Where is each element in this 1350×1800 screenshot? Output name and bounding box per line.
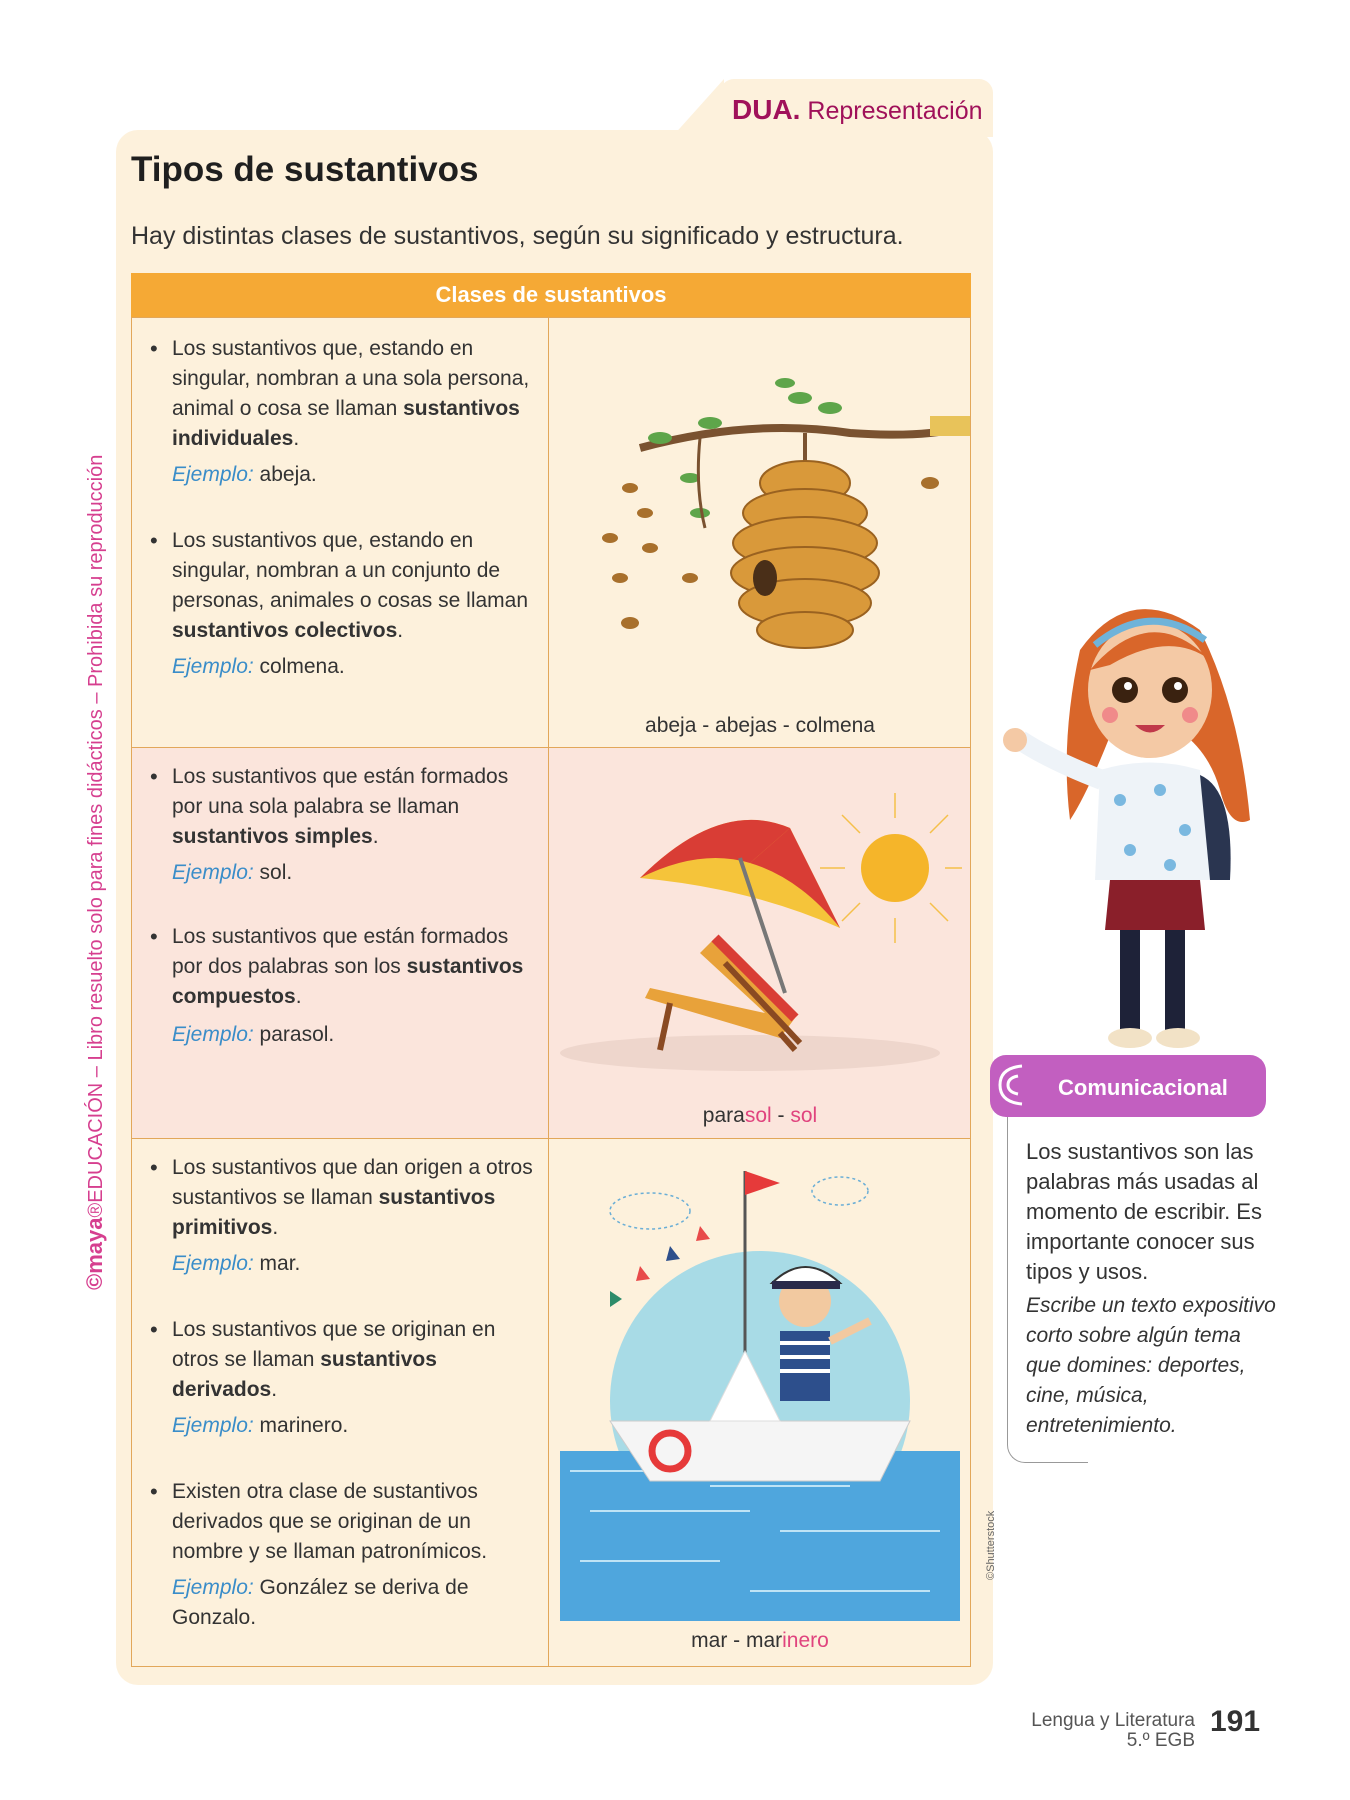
beehive-illustration [550,338,970,698]
page-title: Tipos de sustantivos [131,150,479,189]
table-row-primitive-derived [131,1138,971,1667]
bullet-end: . [293,427,300,450]
example-value: parasol. [253,1023,335,1046]
example-derived [172,1411,542,1441]
row1-text-cell [132,318,549,748]
example-label: Ejemplo: [172,1414,254,1437]
copyright-brand: ©maya [82,1217,107,1290]
example-label: Ejemplo: [172,655,254,678]
bullet-text: Los sustantivos que, estando en singular, nombran a una sola persona, animal o cosa se llaman [172,337,530,420]
dua-tab-slant [672,79,724,137]
footer-subject [1010,1711,1195,1751]
bullet-individual [172,334,542,454]
copyright-vertical [82,455,108,1290]
caption-parasol [550,1104,970,1128]
example-value: abeja. [253,463,317,486]
example-label: Ejemplo: [172,861,254,884]
bullet-text: Los sustantivos que, estando en singular, nombran a un conjunto de personas, animales o cosas se llaman [172,529,529,612]
example-compound [172,1020,542,1050]
dua-rest: Representación [800,97,983,125]
row3-text-cell [132,1139,549,1666]
caption-part-highlight: sol [790,1104,818,1127]
caption-part-highlight: sol [744,1104,772,1127]
bullet-term: sustantivos simples [172,825,373,848]
example-value: González se deriva de Gonzalo. [172,1576,469,1629]
row1-image-cell [550,318,970,748]
table-row-individual-collective [131,317,971,749]
example-patronymic [172,1573,542,1633]
image-credit: ©Shutterstock [985,1510,997,1580]
bullet-text: Los sustantivos que dan origen a otros sustantivos se llaman [172,1156,533,1209]
example-value: marinero. [253,1414,349,1437]
bullet-term: sustantivos individuales [172,397,520,450]
side-note-task: Escribe un texto expositivo corto sobre algún tema que domines: deportes, cine, música, entretenimiento. [1026,1294,1276,1437]
communicational-label: Comunicacional [1058,1075,1228,1100]
table-header: Clases de sustantivos [131,273,971,317]
example-primitive [172,1249,542,1279]
caption-sailor [550,1629,970,1653]
example-value: mar. [253,1252,301,1275]
puzzle-icon [992,1060,1032,1110]
noun-types-table [131,273,971,1668]
row2-image-cell [550,748,970,1139]
bullet-compound [172,922,542,1012]
bullet-derived [172,1315,542,1405]
table-row-simple-compound [131,747,971,1140]
bullet-primitive [172,1153,542,1243]
copyright-text: ®EDUCACIÓN – Libro resuelto solo para fines didácticos – Prohibida su reproducción [85,454,107,1218]
example-label: Ejemplo: [172,1023,254,1046]
bullet-simple [172,762,542,852]
parasol-illustration [550,788,970,1088]
dua-bold: DUA. [732,94,801,125]
caption-part-highlight: inero [782,1629,829,1652]
side-note-text [1026,1137,1276,1441]
bullet-text: Los sustantivos que están formados por una sola palabra se llaman [172,765,509,818]
row2-text-cell [132,748,549,1139]
girl-illustration [1000,590,1270,1060]
example-label: Ejemplo: [172,463,254,486]
dua-label [732,94,983,126]
sailor-boat-illustration [550,1151,970,1621]
bullet-collective [172,526,542,646]
example-individual [172,460,542,490]
footer-grade: 5.º EGB [1126,1730,1195,1751]
side-note-body: Los sustantivos son las palabras más usadas al momento de escribir. Es importante conocer sus tipos y usos. [1026,1139,1262,1284]
row3-image-cell [550,1139,970,1666]
bullet-text: Los sustantivos que se originan en otros se llaman [172,1318,496,1371]
bullet-term: sustantivos compuestos [172,955,524,1008]
bullet-end: . [397,619,404,642]
bullet-term: sustantivos primitivos [172,1186,496,1239]
intro-text: Hay distintas clases de sustantivos, según su significado y estructura. [131,222,904,250]
bullet-term: sustantivos derivados [172,1348,437,1401]
caption-beehive: abeja - abejas - colmena [645,714,875,737]
example-simple [172,858,542,888]
example-label: Ejemplo: [172,1252,254,1275]
bullet-text: Existen otra clase de sustantivos derivados que se originan de un nombre y se llaman patronímicos. [172,1480,488,1563]
caption-part: mar - mar [691,1629,783,1652]
bullet-term: sustantivos colectivos [172,619,398,642]
bullet-end: . [372,825,379,848]
page-number: 191 [1210,1705,1261,1738]
footer-subject-name: Lengua y Literatura [1031,1710,1195,1731]
example-value: colmena. [253,655,345,678]
caption-part: para [702,1104,745,1127]
example-collective [172,652,542,682]
bullet-text: Los sustantivos que están formados por dos palabras son los [172,925,509,978]
bullet-end: . [295,985,302,1008]
bullet-end: . [272,1216,279,1239]
bullet-patronymic [172,1477,542,1567]
bullet-end: . [271,1378,278,1401]
example-label: Ejemplo: [172,1576,254,1599]
caption-part: - [771,1104,791,1127]
example-value: sol. [253,861,293,884]
